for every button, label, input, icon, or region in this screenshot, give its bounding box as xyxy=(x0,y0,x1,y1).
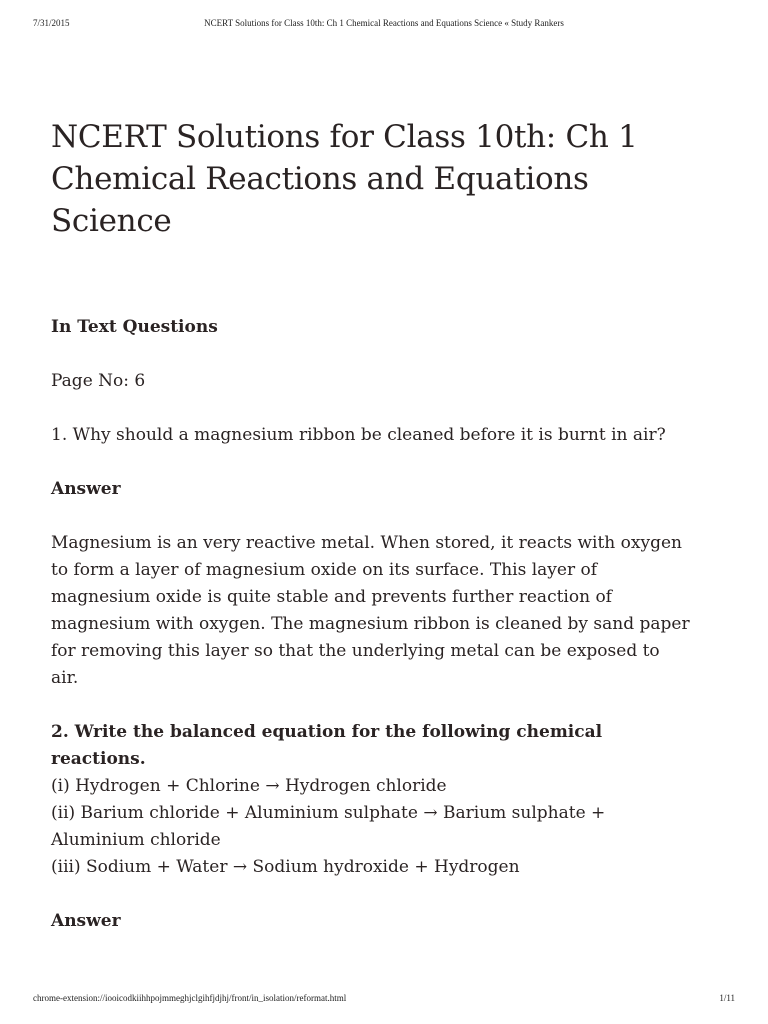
answer-label-1: Answer xyxy=(51,479,121,499)
question-2: 2. Write the balanced equation for the following chemical reactions. xyxy=(51,722,603,769)
question-2-item: (iii) Sodium + Water → Sodium hydroxide + Hydrogen xyxy=(51,857,520,877)
section-heading: In Text Questions xyxy=(51,317,218,337)
print-date: 7/31/2015 xyxy=(33,18,70,28)
print-footer xyxy=(33,993,735,1007)
question-2-item: (ii) Barium chloride + Aluminium sulphate → Barium sulphate + Aluminium chloride xyxy=(51,803,606,850)
answer-1: Magnesium is an very reactive metal. When stored, it reacts with oxygen to form a layer of magnesium oxide on its surface. This layer of magnesium oxide is quite stable and prevents further reaction of magnesium with oxygen. The magnesium ribbon is cleaned by sand paper for removing this layer so that the underlying metal can be exposed to air. xyxy=(51,533,690,688)
print-url: chrome-extension://iooicodkiihhpojmmeghjclgihfjdjhj/front/in_isolation/reformat.html xyxy=(33,993,347,1003)
print-doc-title: NCERT Solutions for Class 10th: Ch 1 Chemical Reactions and Equations Science « Study Rankers xyxy=(204,18,564,28)
question-2-item: (i) Hydrogen + Chlorine → Hydrogen chloride xyxy=(51,776,447,796)
print-header xyxy=(33,18,735,32)
print-page-count: 1/11 xyxy=(719,993,735,1003)
page-number-label: Page No: 6 xyxy=(51,371,146,391)
article-title: NCERT Solutions for Class 10th: Ch 1 Chemical Reactions and Equations Science xyxy=(51,119,638,239)
question-1: 1. Why should a magnesium ribbon be cleaned before it is burnt in air? xyxy=(51,425,666,445)
answer-label-2: Answer xyxy=(51,911,121,931)
article-body xyxy=(51,116,691,935)
